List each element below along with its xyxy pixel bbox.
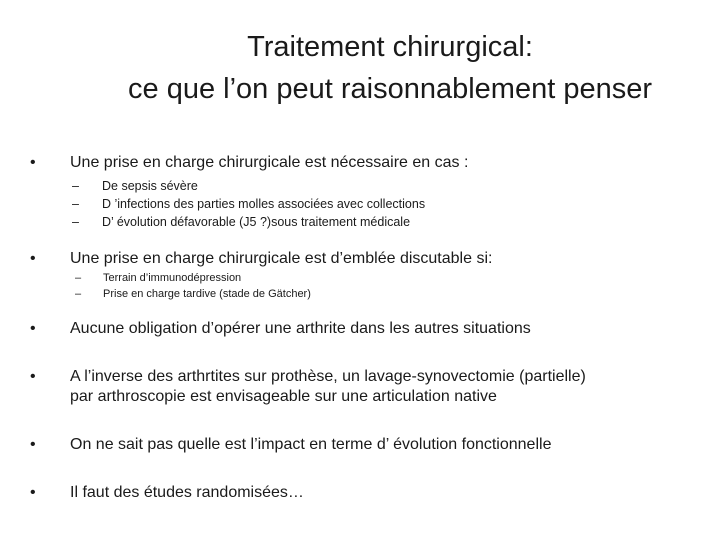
bullet-text: Une prise en charge chirurgicale est nécessaire en cas : [70, 154, 469, 171]
dash-icon: – [75, 272, 82, 284]
bullet-icon: • [30, 320, 36, 337]
bullet-text-line-1: A l’inverse des arthrtites sur prothèse, un lavage-synovectomie (partielle) [70, 368, 586, 385]
bullet-text-line-2: par arthroscopie est envisageable sur une articulation native [70, 388, 497, 405]
dash-icon: – [72, 179, 79, 193]
bullet-text: Il faut des études randomisées… [70, 484, 304, 501]
slide-title-line-2: ce que l’on peut raisonnablement penser [128, 73, 652, 105]
bullet-text: Une prise en charge chirurgicale est d’emblée discutable si: [70, 250, 493, 267]
bullet-icon: • [30, 436, 36, 453]
sub-bullet-text: D ’infections des parties molles associées avec collections [102, 197, 426, 211]
sub-bullet-text: De sepsis sévère [102, 179, 198, 193]
bullet-icon: • [30, 368, 36, 385]
bullet-icon: • [30, 484, 36, 501]
slide-title-line-1: Traitement chirurgical: [247, 31, 533, 63]
bullet-text: On ne sait pas quelle est l’impact en terme d’ évolution fonctionnelle [70, 436, 552, 453]
dash-icon: – [75, 288, 82, 300]
dash-icon: – [72, 197, 79, 211]
sub-bullet-text: Terrain d’immunodépression [103, 272, 242, 284]
slide-title [0, 26, 720, 110]
sub-bullet-text: D’ évolution défavorable (J5 ?)sous traitement médicale [102, 215, 411, 229]
bullet-icon: • [30, 154, 36, 171]
sub-bullet-text: Prise en charge tardive (stade de Gätcher) [103, 288, 311, 300]
dash-icon: – [72, 215, 79, 229]
bullet-icon: • [30, 250, 36, 267]
bullet-text: Aucune obligation d’opérer une arthrite dans les autres situations [70, 320, 531, 337]
